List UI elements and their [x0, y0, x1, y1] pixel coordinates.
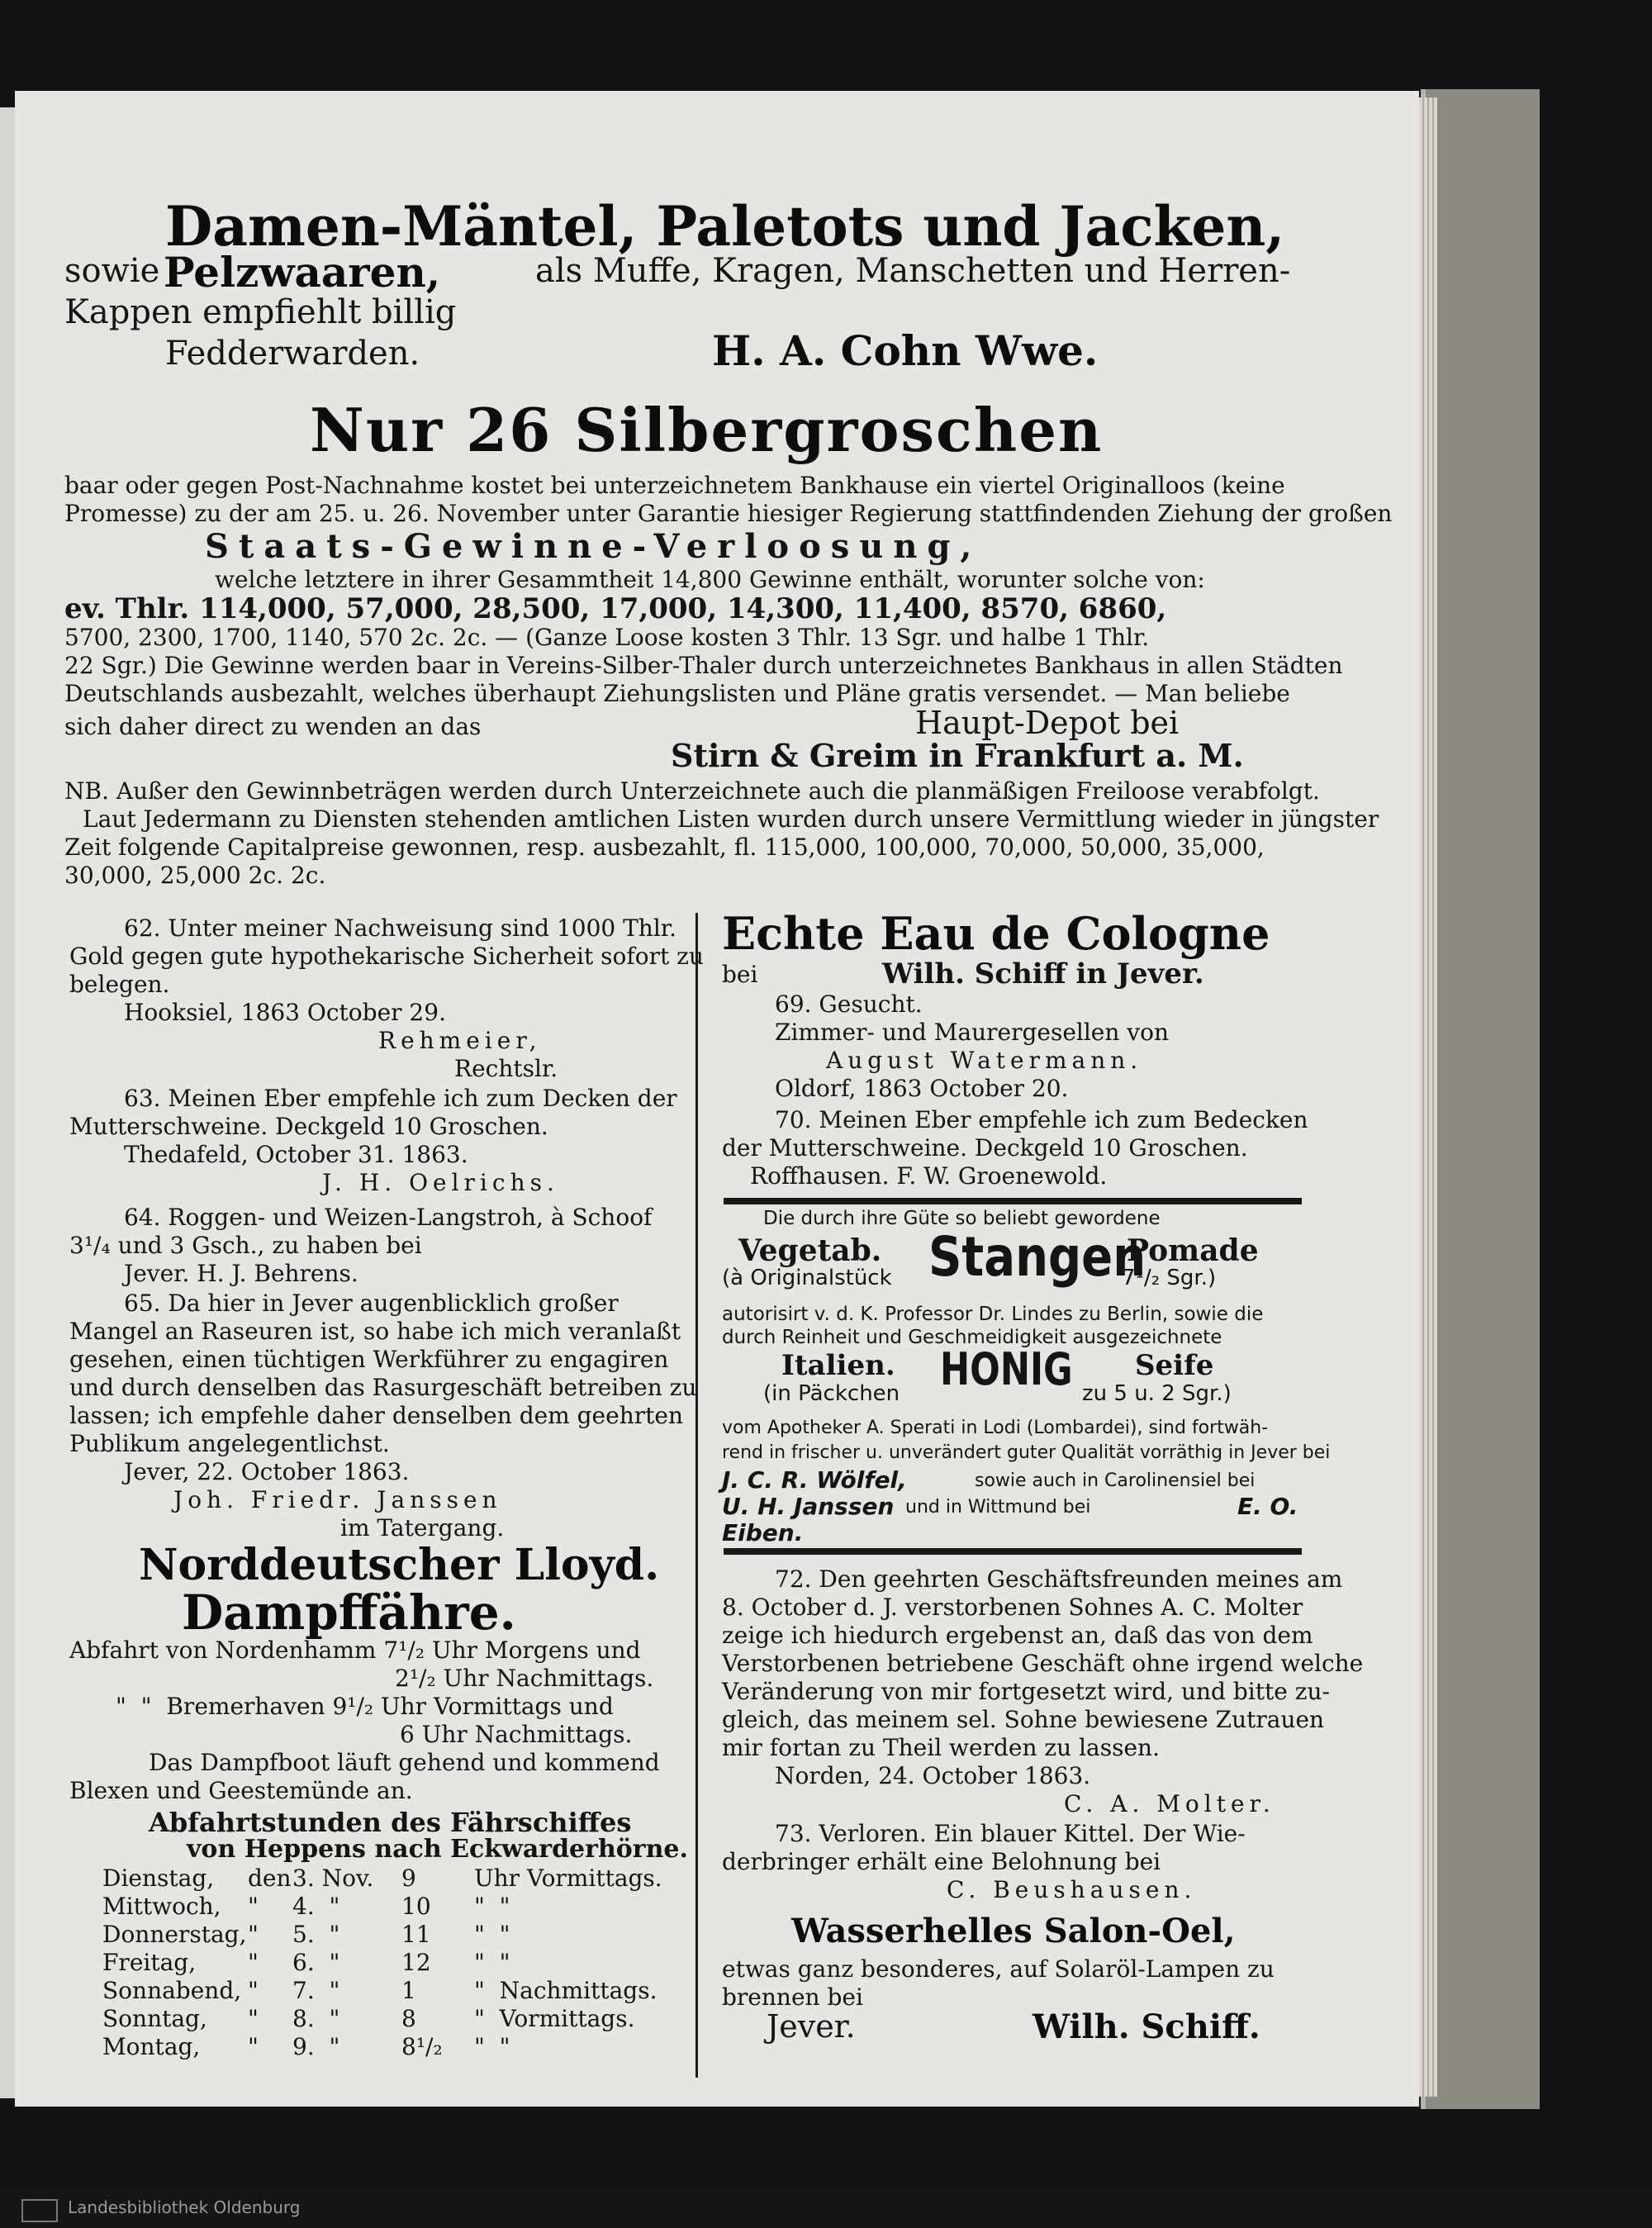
ad65-line7: Jever, 22. October 1863.	[124, 1458, 410, 1485]
schedule-date: 9. "	[292, 2033, 340, 2060]
ad65-line8: Joh. Friedr. Janssen	[173, 1486, 502, 1513]
ad63-line3: Thedafeld, October 31. 1863.	[124, 1141, 468, 1168]
ad72-line4: Verstorbenen betriebene Geschäft ohne irgend welche	[722, 1650, 1364, 1677]
schedule-day: Dienstag,	[102, 1865, 215, 1892]
ad72-line8: Norden, 24. October 1863.	[775, 1762, 1091, 1789]
schedule-date: 3. Nov.	[292, 1865, 374, 1892]
schedule-day: Montag,	[102, 2033, 201, 2060]
ad65-line4: und durch denselben das Rasurgeschäft betreiben zu	[69, 1374, 697, 1401]
schedule-note: " "	[474, 1893, 510, 1920]
ad73-line2: derbringer erhält eine Belohnung bei	[722, 1848, 1161, 1875]
schedule-den: "	[248, 2033, 259, 2060]
header-line3: Kappen empfiehlt billig	[64, 293, 457, 331]
ad72-line6: gleich, das meinem sel. Sohne bewiesene Zutrauen	[722, 1706, 1325, 1733]
honig-seife: Seife	[1135, 1349, 1214, 1382]
ferry-line3: " " Bremerhaven 9¹/₂ Uhr Vormittags und	[116, 1693, 614, 1720]
schedule-day: Sonnabend,	[102, 1977, 242, 2004]
ad65-line6: Publikum angelegentlichst.	[69, 1430, 390, 1457]
pomade-line4: durch Reinheit und Geschmeidigkeit ausgezeichnete	[722, 1327, 1222, 1348]
pomade-intro: Die durch ihre Güte so beliebt gewordene	[763, 1208, 1161, 1229]
lottery-line1: baar oder gegen Post-Nachnahme kostet bei unterzeichnetem Bankhause ein viertel Originalloos (keine	[64, 472, 1285, 499]
footer-library-name: Landesbibliothek Oldenburg	[68, 2197, 301, 2217]
lottery-staats: Staats-Gewinne-Verloosung,	[205, 527, 982, 566]
left-page-edge	[0, 107, 17, 2098]
honig-line6: vom Apotheker A. Sperati in Lodi (Lombardei), sind fortwäh-	[722, 1418, 1269, 1438]
ad72-line1: 72. Den geehrten Geschäftsfreunden meines am	[775, 1565, 1343, 1593]
header-line2c: als Muffe, Kragen, Manschetten und Herren-	[535, 252, 1291, 290]
oel-line3: brennen bei	[722, 1983, 863, 2011]
ad69-line1: 69. Gesucht.	[775, 990, 923, 1018]
lottery-line14: 30,000, 25,000 2c. 2c.	[64, 862, 326, 889]
schedule-date: 7. "	[292, 1977, 340, 2004]
ad63-line4: J. H. Oelrichs.	[322, 1169, 559, 1196]
ad72-line5: Veränderung von mir fortgesetzt wird, und bitte zu-	[722, 1678, 1330, 1705]
ferry-line5: Das Dampfboot läuft gehend und kommend	[149, 1749, 660, 1776]
lloyd-subtitle: Dampffähre.	[182, 1584, 516, 1641]
ad69-line3: August Watermann.	[826, 1047, 1143, 1074]
schedule-date: 8. "	[292, 2005, 340, 2032]
ad62-line1: 62. Unter meiner Nachweisung sind 1000 Thlr.	[124, 914, 677, 942]
ferry-line6: Blexen und Geestemünde an.	[69, 1777, 413, 1804]
honig-seller2: U. H. Janssen	[722, 1493, 895, 1520]
schedule-note: Uhr Vormittags.	[474, 1865, 662, 1892]
honig-italien: Italien.	[781, 1349, 895, 1382]
ad72-line9: C. A. Molter.	[1064, 1790, 1275, 1817]
schedule-hour: 10	[401, 1893, 431, 1920]
ad64-line3: Jever. H. J. Behrens.	[124, 1260, 358, 1287]
honig-pack: (in Päckchen	[763, 1381, 900, 1406]
ferry-schedule-title: Abfahrtstunden des Fährschiffes	[149, 1807, 632, 1838]
rule-bottom	[724, 1548, 1302, 1555]
lottery-line9b: Haupt-Depot bei	[915, 705, 1180, 741]
lottery-line6: 5700, 2300, 1700, 1140, 570 2c. 2c. — (Ganze Loose kosten 3 Thlr. 13 Sgr. und halbe 1 Thlr.	[64, 624, 1150, 651]
honig-word: HONIG	[940, 1343, 1073, 1395]
schedule-date: 6. "	[292, 1949, 340, 1976]
ferry-line4: 6 Uhr Nachmittags.	[400, 1721, 633, 1748]
pomade-price: 7¹/₂ Sgr.)	[1122, 1266, 1217, 1290]
honig-seller2b: und in Wittmund bei	[905, 1497, 1091, 1518]
lottery-line4: welche letztere in ihrer Gesammtheit 14,800 Gewinne enthält, worunter solche von:	[215, 566, 1205, 593]
ferry-line1: Abfahrt von Nordenhamm 7¹/₂ Uhr Morgens und	[69, 1637, 641, 1664]
header-line2a: sowie	[64, 252, 160, 290]
book-cover-edge	[1421, 89, 1540, 2109]
rule-top	[724, 1198, 1302, 1204]
honig-seller3: E. O.	[1237, 1493, 1298, 1520]
lottery-line11: NB. Außer den Gewinnbeträgen werden durch Unterzeichnete auch die planmäßigen Freiloose verabfolgt.	[64, 777, 1320, 805]
ad62-line3: belegen.	[69, 971, 170, 998]
pomade-a: (à Originalstück	[722, 1266, 892, 1290]
ad73-line3: C. Beushausen.	[947, 1876, 1197, 1903]
lottery-line12: Laut Jedermann zu Diensten stehenden amtlichen Listen wurden durch unsere Vermittlung wieder in jüngster	[83, 805, 1379, 833]
lottery-title: Nur 26 Silbergroschen	[310, 395, 1104, 465]
oel-line2: etwas ganz besonderes, auf Solaröl-Lampen zu	[722, 1955, 1275, 1983]
ad72-line2: 8. October d. J. verstorbenen Sohnes A. C. Molter	[722, 1594, 1303, 1621]
eau-bei: bei	[722, 961, 758, 988]
ad62-line6: Rechtslr.	[454, 1055, 558, 1082]
ad62-line2: Gold gegen gute hypothekarische Sicherheit sofort zu	[69, 943, 704, 970]
ad62-line5: Rehmeier,	[378, 1027, 542, 1054]
schedule-den: "	[248, 2005, 259, 2032]
library-logo-icon	[21, 2199, 58, 2222]
ferry-line2: 2¹/₂ Uhr Nachmittags.	[395, 1665, 654, 1692]
pomade-vegetab: Vegetab.	[738, 1233, 882, 1268]
ad65-line9: im Tatergang.	[340, 1514, 505, 1542]
schedule-hour: 8¹/₂	[401, 2033, 443, 2060]
ferry-schedule-subtitle: von Heppens nach Eckwarderhörne.	[187, 1835, 688, 1864]
ad69-line2: Zimmer- und Maurergesellen von	[775, 1019, 1170, 1046]
ad63-line1: 63. Meinen Eber empfehle ich zum Decken der	[124, 1085, 677, 1112]
lottery-line8: Deutschlands ausbezahlt, welches überhaupt Ziehungslisten und Pläne gratis versendet. — Man beliebe	[64, 680, 1290, 707]
schedule-hour: 8	[401, 2005, 416, 2032]
ad70-line2: der Mutterschweine. Deckgeld 10 Groschen.	[722, 1134, 1248, 1162]
honig-price: zu 5 u. 2 Sgr.)	[1082, 1381, 1232, 1406]
header-pelzwaaren: Pelzwaaren,	[164, 248, 441, 297]
schedule-hour: 12	[401, 1949, 431, 1976]
oel-title: Wasserhelles Salon-Oel,	[791, 1912, 1236, 1950]
ad63-line2: Mutterschweine. Deckgeld 10 Groschen.	[69, 1113, 548, 1140]
oel-place: Jever.	[767, 2008, 856, 2045]
ad65-line5: lassen; ich empfehle daher denselben dem geehrten	[69, 1402, 683, 1429]
eau-title: Echte Eau de Cologne	[722, 907, 1270, 960]
ad72-line7: mir fortan zu Theil werden zu lassen.	[722, 1734, 1160, 1761]
lottery-line13: Zeit folgende Capitalpreise gewonnen, resp. ausbezahlt, fl. 115,000, 100,000, 70,000, 50,000, 35,000,	[64, 834, 1265, 861]
schedule-day: Sonntag,	[102, 2005, 207, 2032]
ad64-line2: 3¹/₄ und 3 Gsch., zu haben bei	[69, 1232, 422, 1259]
column-divider	[695, 913, 698, 2078]
lottery-line7: 22 Sgr.) Die Gewinne werden baar in Vereins-Silber-Thaler durch unterzeichnetes Bankhaus in allen Städten	[64, 652, 1343, 679]
schedule-date: 5. "	[292, 1921, 340, 1948]
lottery-line10: Stirn & Greim in Frankfurt a. M.	[671, 737, 1244, 774]
honig-seller1: J. C. R. Wölfel,	[722, 1466, 907, 1494]
schedule-date: 4. "	[292, 1893, 340, 1920]
ad65-line3: gesehen, einen tüchtigen Werkführer zu engagiren	[69, 1346, 669, 1373]
oel-seller: Wilh. Schiff.	[1032, 2007, 1260, 2046]
schedule-den: "	[248, 1977, 259, 2004]
schedule-den: "	[248, 1949, 259, 1976]
pomade-stangen: Stangen	[928, 1225, 1146, 1289]
schedule-hour: 9	[401, 1865, 416, 1892]
honig-seller3b: Eiben.	[722, 1519, 804, 1546]
lottery-line2: Promesse) zu der am 25. u. 26. November unter Garantie hiesiger Regierung stattfindenden Ziehung der großen	[64, 500, 1393, 527]
schedule-note: " "	[474, 1949, 510, 1976]
pomade-word: Pomade	[1127, 1233, 1259, 1268]
ad64-line1: 64. Roggen- und Weizen-Langstroh, à Schoof	[124, 1204, 653, 1231]
schedule-hour: 1	[401, 1977, 416, 2004]
schedule-day: Mittwoch,	[102, 1893, 221, 1920]
ad65-line2: Mangel an Raseuren ist, so habe ich mich veranlaßt	[69, 1318, 681, 1345]
ad69-line4: Oldorf, 1863 October 20.	[775, 1075, 1069, 1102]
header-title: Damen-Mäntel, Paletots und Jacken,	[165, 194, 1285, 259]
schedule-den: "	[248, 1893, 259, 1920]
schedule-den: "	[248, 1921, 259, 1948]
ad72-line3: zeige ich hiedurch ergebenst an, daß das von dem	[722, 1622, 1313, 1649]
lottery-line9a: sich daher direct zu wenden an das	[64, 713, 482, 740]
honig-seller1b: sowie auch in Carolinensiel bei	[975, 1470, 1256, 1491]
pomade-line3: autorisirt v. d. K. Professor Dr. Lindes zu Berlin, sowie die	[722, 1304, 1264, 1325]
eau-seller: Wilh. Schiff in Jever.	[882, 957, 1204, 990]
lloyd-title: Norddeutscher Lloyd.	[139, 1540, 660, 1590]
schedule-note: " "	[474, 2033, 510, 2060]
ad73-line1: 73. Verloren. Ein blauer Kittel. Der Wie-	[775, 1820, 1246, 1847]
lottery-line5: ev. Thlr. 114,000, 57,000, 28,500, 17,000, 14,300, 11,400, 8570, 6860,	[64, 592, 1167, 625]
ad70-line3: Roffhausen. F. W. Groenewold.	[750, 1162, 1108, 1190]
header-firm: H. A. Cohn Wwe.	[712, 326, 1099, 375]
ad70-line1: 70. Meinen Eber empfehle ich zum Bedecken	[775, 1106, 1308, 1133]
schedule-den: den	[248, 1865, 292, 1892]
schedule-note: " Nachmittags.	[474, 1977, 657, 2004]
honig-line7: rend in frischer u. unverändert guter Qualität vorräthig in Jever bei	[722, 1442, 1331, 1463]
schedule-day: Donnerstag,	[102, 1921, 247, 1948]
schedule-note: " "	[474, 1921, 510, 1948]
ad65-line1: 65. Da hier in Jever augenblicklich großer	[124, 1290, 619, 1317]
ad62-line4: Hooksiel, 1863 October 29.	[124, 999, 446, 1026]
schedule-hour: 11	[401, 1921, 431, 1948]
schedule-day: Freitag,	[102, 1949, 197, 1976]
schedule-note: " Vormittags.	[474, 2005, 635, 2032]
header-place: Fedderwarden.	[165, 335, 420, 373]
